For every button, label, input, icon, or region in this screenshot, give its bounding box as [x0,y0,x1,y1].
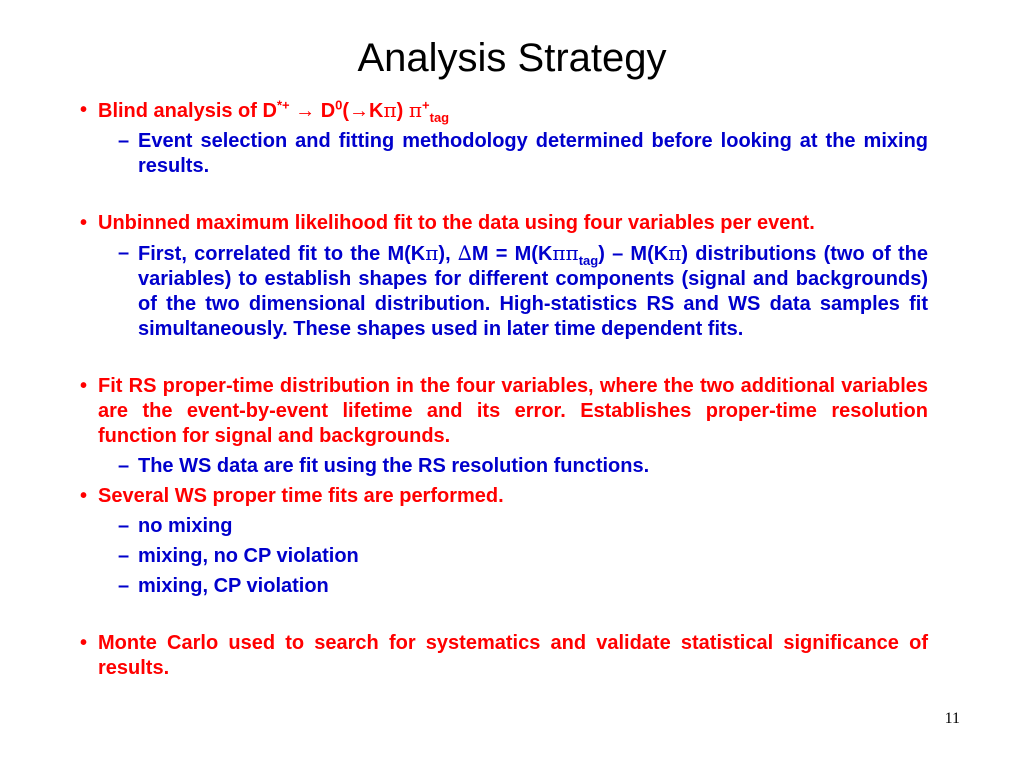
bullet-text: Several WS proper time fits are performed. [98,485,504,507]
bullet-fit-rs [76,374,928,449]
bullet-text: Unbinned maximum likelihood fit to the data using four variables per event. [98,212,815,234]
superscript: *+ [276,97,290,113]
bullet-text: (→K [342,100,384,122]
pi-symbol: π [668,241,682,265]
sub-bullet-correlated-fit [118,241,928,342]
bullet-ws-fits [76,484,928,509]
dash-marker: – [118,515,130,537]
sub-bullet-event-selection [118,129,928,179]
pi-symbol: π [383,98,397,122]
bullet-text: Fit RS proper-time distribution in the four variables, where the two additional variables are the event-by-event lifetime and its error. Establishes proper-time resolution function for signal and backgrounds. [98,375,928,447]
superscript: 0 [335,97,343,113]
sub-bullet-text: M = M(K [471,243,553,265]
dash-marker: – [118,455,130,477]
sub-bullet-text: Event selection and fitting methodology determined before looking at the mixing results. [138,130,928,177]
bullet-text: Monte Carlo used to search for systematics and validate statistical significance of results. [98,632,928,679]
delta-symbol: ∆ [457,241,472,265]
sub-bullet-text: mixing, CP violation [138,575,329,597]
sub-bullet-text: ), [438,243,458,265]
dash-marker: – [118,545,130,567]
sub-bullet-text: ) – M(K [598,243,669,265]
bullet-unbinned-fit [76,211,928,236]
subscript: tag [429,110,450,125]
subscript: tag [578,253,599,268]
bullet-monte-carlo [76,631,928,681]
pi-symbol: π [408,98,423,122]
bullet-blind-analysis [76,98,928,124]
pi-symbol: π [425,241,439,265]
sub-bullet-ws-data [118,454,928,479]
dash-marker: – [118,575,130,597]
sub-bullet-text: The WS data are fit using the RS resolution functions. [138,455,650,477]
pi-symbol: π [552,241,566,265]
sub-bullet-text: ) distributions (two of the variables) to establish shapes for different components (signal and backgrounds) of the two dimensional distribution. High-statistics RS and WS data samples fit simultaneously. These shapes used in later time dependent fits. [138,243,928,340]
slide-title: Analysis Strategy [357,36,667,80]
dash-marker: – [118,130,130,152]
dash-marker: – [118,242,130,264]
pi-symbol: π [565,241,579,265]
sub-bullet-no-mixing [118,514,928,539]
sub-bullet-text: First, correlated fit to the M(K [138,243,426,265]
sub-bullet-mixing-cp [118,574,928,599]
bullet-text: ) [396,100,409,122]
sub-bullet-text: no mixing [138,515,233,537]
sub-bullet-mixing-no-cp [118,544,928,569]
sub-bullet-text: mixing, no CP violation [138,545,359,567]
bullet-text: Blind analysis of D [98,100,277,122]
slide-content [76,98,928,681]
bullet-text: → D [289,100,336,122]
page-number: 11 [944,710,960,727]
superscript: + [422,97,430,113]
